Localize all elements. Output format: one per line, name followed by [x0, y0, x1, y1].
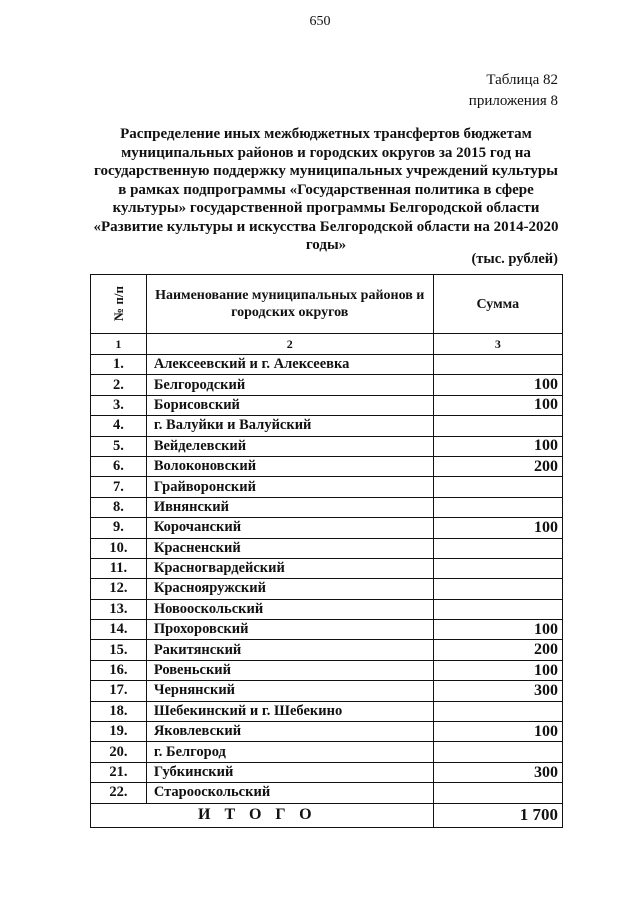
district-name: Прохоровский: [146, 620, 433, 640]
row-sum: 100: [433, 722, 562, 742]
district-name: Ровеньский: [146, 660, 433, 680]
row-number: 8.: [91, 497, 147, 517]
row-number: 11.: [91, 558, 147, 578]
table-row: [91, 355, 563, 375]
row-number: 21.: [91, 762, 147, 782]
row-number: 13.: [91, 599, 147, 619]
row-number: 14.: [91, 620, 147, 640]
table-row: [91, 620, 563, 640]
district-name: Губкинский: [146, 762, 433, 782]
row-sum: [433, 538, 562, 558]
table-row: [91, 518, 563, 538]
table-row: [91, 660, 563, 680]
units-label: (тыс. рублей): [471, 251, 558, 267]
row-number: 22.: [91, 783, 147, 803]
table-row: [91, 436, 563, 456]
district-name: Ивнянский: [146, 497, 433, 517]
district-name: Грайворонский: [146, 477, 433, 497]
district-name: Борисовский: [146, 395, 433, 415]
row-number: 3.: [91, 395, 147, 415]
row-number: 9.: [91, 518, 147, 538]
row-sum: 100: [433, 375, 562, 395]
row-sum: [433, 416, 562, 436]
district-name: Ракитянский: [146, 640, 433, 660]
row-number: 4.: [91, 416, 147, 436]
table-row: [91, 640, 563, 660]
table-ref-line1: Таблица 82: [486, 72, 558, 88]
row-sum: 100: [433, 620, 562, 640]
table-row: [91, 579, 563, 599]
row-number: 2.: [91, 375, 147, 395]
table-ref-line2: приложения 8: [468, 93, 558, 109]
row-sum: 200: [433, 640, 562, 660]
column-number: 2: [146, 334, 433, 355]
total-row: [91, 803, 563, 827]
row-sum: 100: [433, 660, 562, 680]
table-row: [91, 375, 563, 395]
distribution-table: [90, 274, 563, 828]
district-name: Новооскольский: [146, 599, 433, 619]
row-sum: 300: [433, 762, 562, 782]
district-name: Чернянский: [146, 681, 433, 701]
table-row: [91, 742, 563, 762]
row-sum: [433, 355, 562, 375]
district-name: Яковлевский: [146, 722, 433, 742]
column-number-row: [91, 334, 563, 355]
district-name: Белгородский: [146, 375, 433, 395]
header-row: [91, 275, 563, 334]
row-number: 20.: [91, 742, 147, 762]
table-body: [91, 355, 563, 804]
district-name: Старооскольский: [146, 783, 433, 803]
row-number: 17.: [91, 681, 147, 701]
table-row: [91, 599, 563, 619]
row-sum: [433, 701, 562, 721]
row-sum: 100: [433, 518, 562, 538]
row-number: 12.: [91, 579, 147, 599]
table-row: [91, 783, 563, 803]
district-name: г. Валуйки и Валуйский: [146, 416, 433, 436]
table-row: [91, 477, 563, 497]
column-number: 3: [433, 334, 562, 355]
table-row: [91, 701, 563, 721]
table-row: [91, 762, 563, 782]
row-sum: [433, 477, 562, 497]
total-label: ИТОГО: [91, 803, 434, 827]
table-row: [91, 456, 563, 476]
header-number: № п/п: [91, 275, 147, 334]
column-number: 1: [91, 334, 147, 355]
row-sum: [433, 742, 562, 762]
district-name: Красногвардейский: [146, 558, 433, 578]
table-row: [91, 497, 563, 517]
page-number: 650: [309, 14, 331, 29]
header-sum: Сумма: [433, 275, 562, 334]
district-name: Шебекинский и г. Шебекино: [146, 701, 433, 721]
district-name: Вейделевский: [146, 436, 433, 456]
table-row: [91, 722, 563, 742]
header-name: Наименование муниципальных районов и городских округов: [146, 275, 433, 334]
table-row: [91, 538, 563, 558]
row-sum: [433, 783, 562, 803]
row-number: 7.: [91, 477, 147, 497]
table-row: [91, 558, 563, 578]
row-sum: [433, 599, 562, 619]
row-number: 10.: [91, 538, 147, 558]
table-row: [91, 416, 563, 436]
district-name: Корочанский: [146, 518, 433, 538]
district-name: Краснояружский: [146, 579, 433, 599]
district-name: Волоконовский: [146, 456, 433, 476]
row-sum: 100: [433, 436, 562, 456]
district-name: г. Белгород: [146, 742, 433, 762]
table-row: [91, 681, 563, 701]
row-sum: [433, 497, 562, 517]
row-number: 15.: [91, 640, 147, 660]
district-name: Алексеевский и г. Алексеевка: [146, 355, 433, 375]
row-number: 16.: [91, 660, 147, 680]
row-sum: 300: [433, 681, 562, 701]
document-title: Распределение иных межбюджетных трансфертов бюджетам муниципальных районов и городских округов за 2015 год на государственную поддержку муниципальных учреждений культуры в рамках подпрограммы «Государственная политика в сфере культуры» государственной программы Белгородской области «Развитие культуры и искусства Белгородской области на 2014-2020 годы»: [93, 126, 559, 253]
row-number: 5.: [91, 436, 147, 456]
row-number: 18.: [91, 701, 147, 721]
row-number: 6.: [91, 456, 147, 476]
row-sum: 100: [433, 395, 562, 415]
row-sum: 200: [433, 456, 562, 476]
row-sum: [433, 558, 562, 578]
row-number: 19.: [91, 722, 147, 742]
total-sum: 1 700: [433, 803, 562, 827]
row-number: 1.: [91, 355, 147, 375]
district-name: Красненский: [146, 538, 433, 558]
table-row: [91, 395, 563, 415]
row-sum: [433, 579, 562, 599]
